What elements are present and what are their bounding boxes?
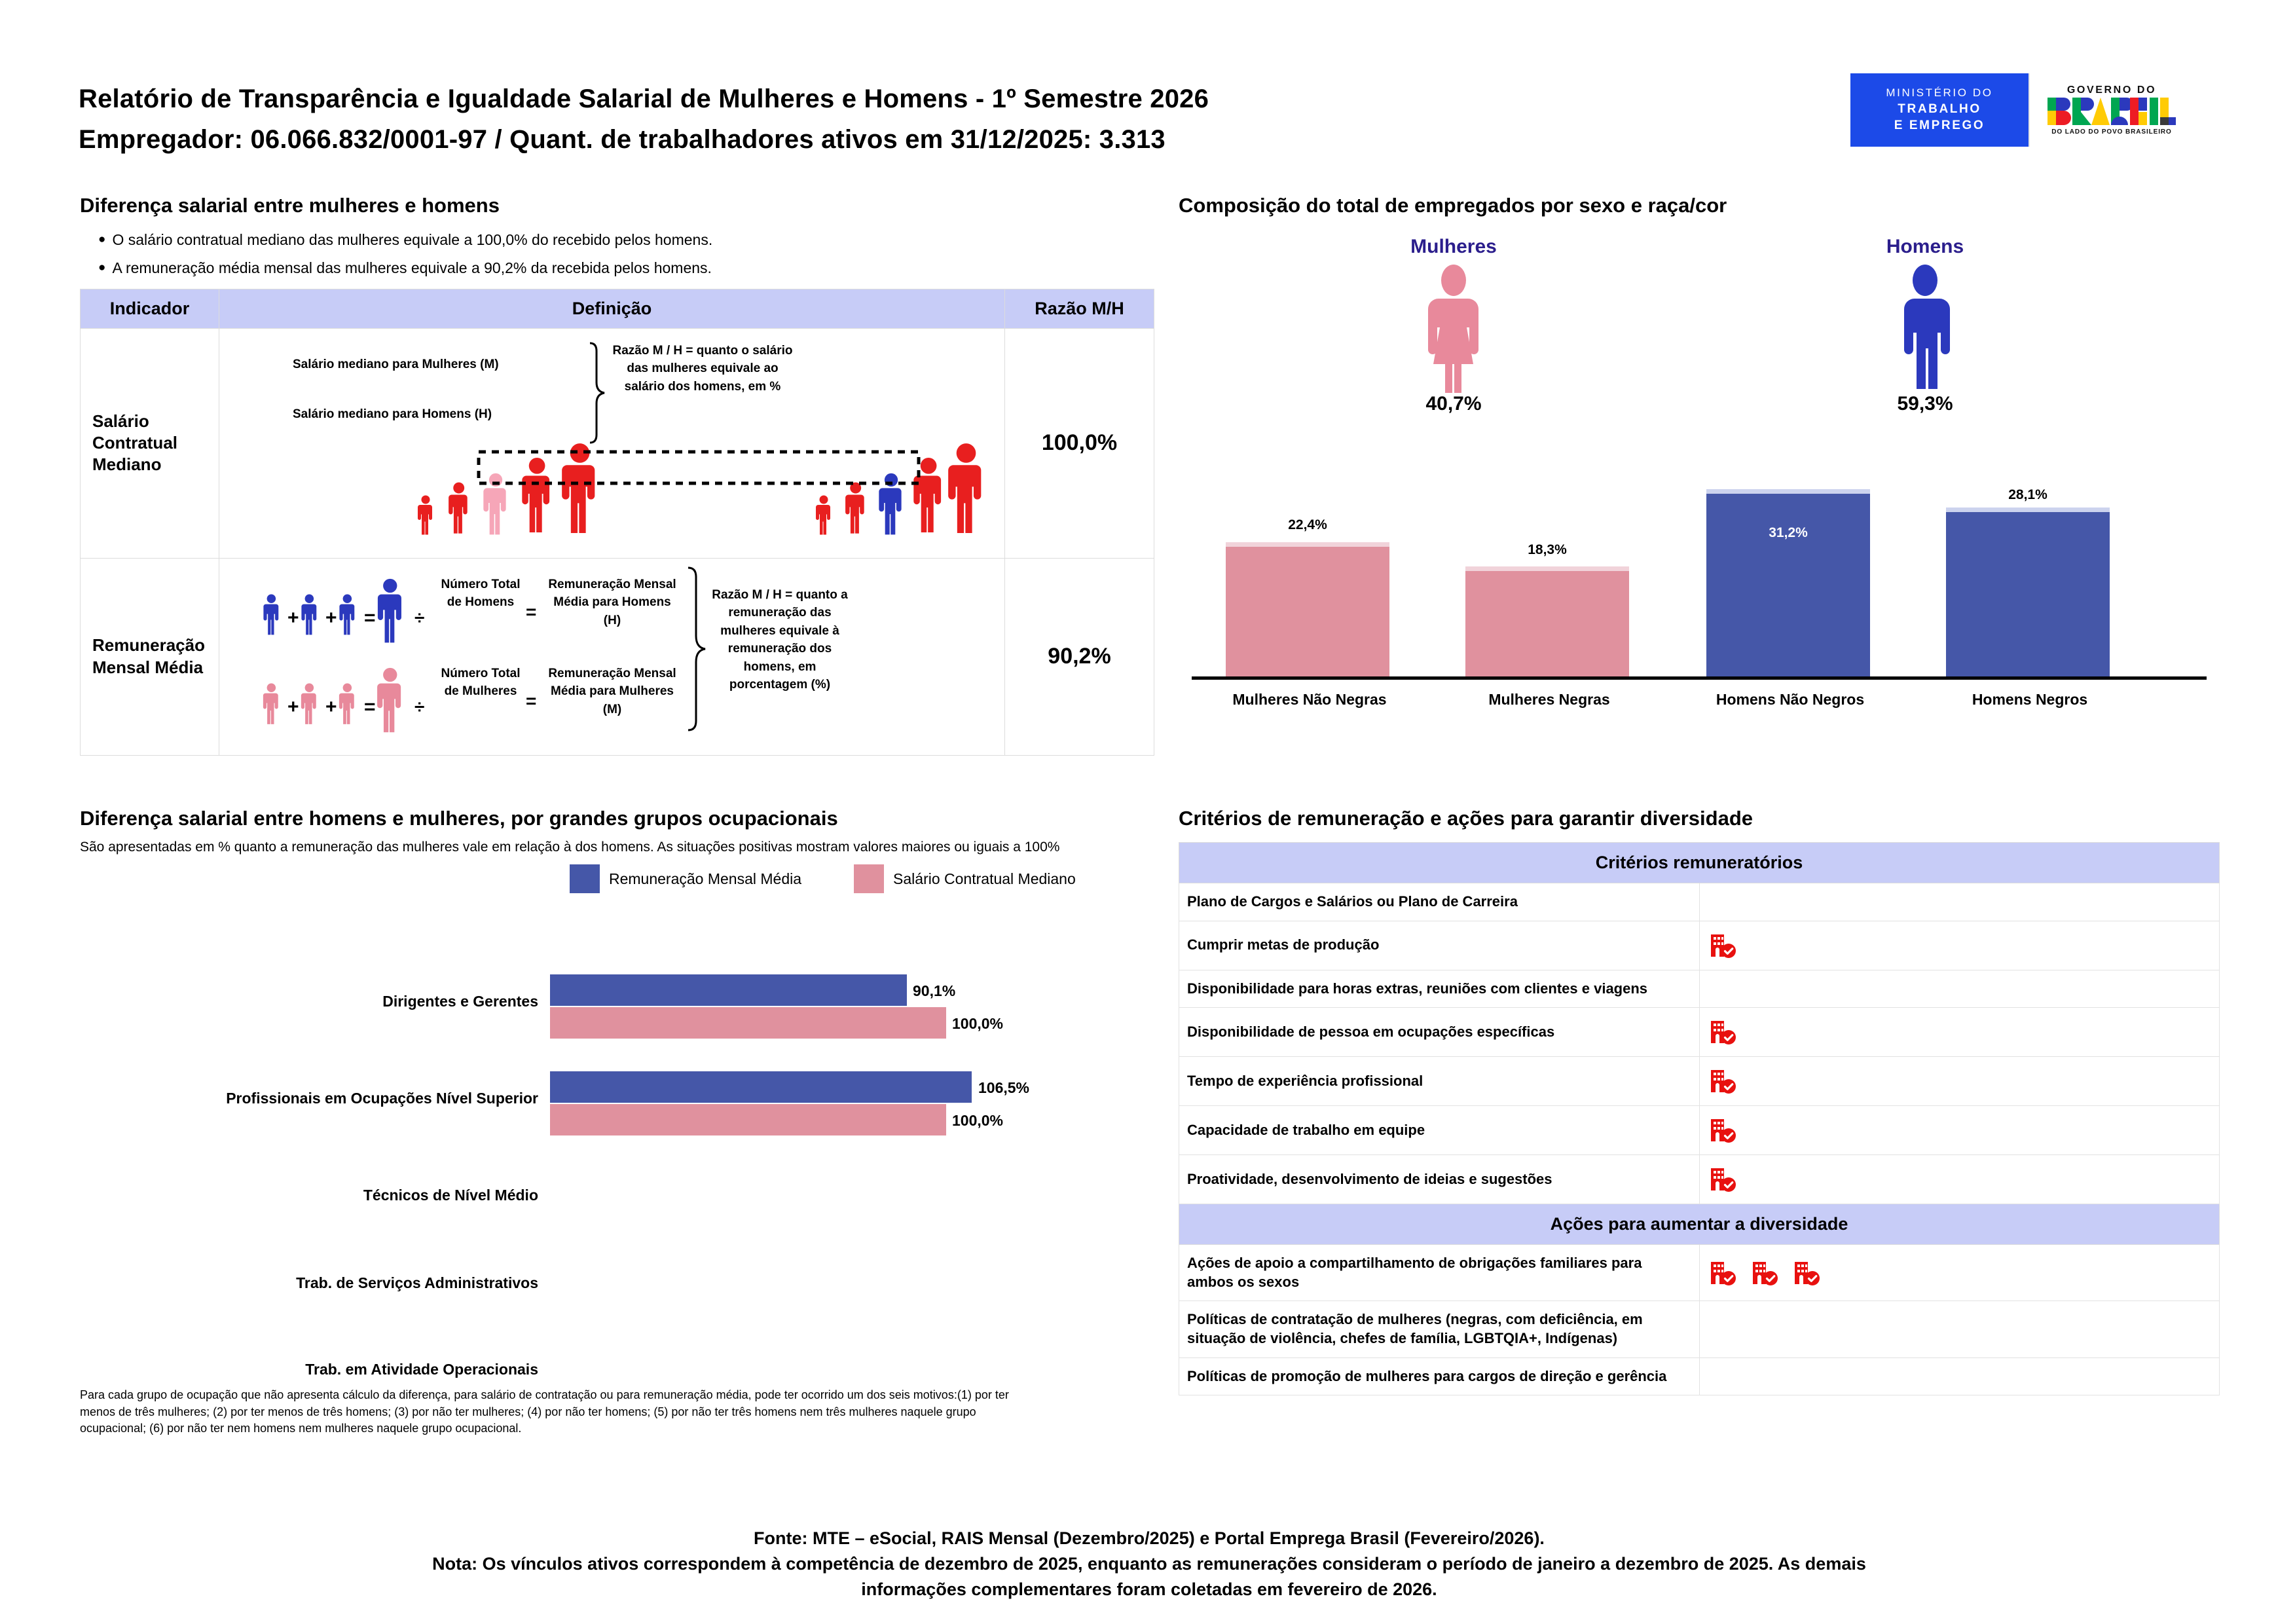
building-check-icon: [1708, 1164, 1738, 1194]
bar-category-mulheres-negras: Mulheres Negras: [1488, 691, 1610, 708]
criteria-label: Disponibilidade para horas extras, reuniões com clientes e viagens: [1179, 970, 1700, 1008]
criteria-group-header-1: Critérios remuneratórios: [1179, 843, 2220, 883]
hbar-salario-dirigentes: [550, 1007, 946, 1039]
pictogram-row: [1179, 236, 2213, 426]
bar-value-homens-negros: 28,1%: [2008, 487, 2047, 502]
building-check-icon: [1708, 1017, 1738, 1047]
criteria-icons-cell: [1699, 1155, 2220, 1204]
salary-difference-section: [80, 194, 1154, 756]
ministry-logo-line2: TRABALHO: [1898, 101, 1981, 116]
occupational-hbar-chart: [80, 896, 1128, 1378]
footer-note-line2: informações complementares foram coletadas em fevereiro de 2026.: [861, 1579, 1437, 1600]
table-row: [1179, 970, 2220, 1008]
svg-text:÷: ÷: [414, 696, 425, 717]
table-row: [1179, 1155, 2220, 1204]
chart-legend: [570, 864, 1076, 893]
svg-text:+: +: [287, 606, 299, 629]
building-check-icon: [1708, 1066, 1738, 1096]
legend-swatch-remuneracao: [570, 864, 600, 893]
equals-sign-men: =: [526, 601, 537, 622]
curly-brace-icon: [683, 565, 712, 748]
building-check-icon: [1750, 1258, 1780, 1288]
svg-text:÷: ÷: [414, 607, 425, 628]
rem-homens-label: Remuneração Mensal Média para Homens (H): [548, 577, 676, 627]
svg-text:+: +: [325, 606, 337, 629]
bar-category-mulheres-nao-negras: Mulheres Não Negras: [1232, 691, 1387, 708]
bullet-text: O salário contratual mediano das mulheres equivale a 100,0% do recebido pelos homens.: [112, 231, 713, 248]
list-item: [98, 260, 1154, 276]
indicator-label: Remuneração Mensal Média: [92, 635, 205, 677]
man-figure-icon: [1833, 262, 2017, 393]
median-salary-note: Razão M / H = quanto o salário das mulheres equivale ao salário dos homens, em %: [612, 343, 793, 394]
hbar-value-salario-dirigentes: 100,0%: [952, 1015, 1004, 1033]
criteria-label: Cumprir metas de produção: [1179, 921, 1700, 970]
ministry-logo: [1850, 73, 2029, 147]
indicator-name-cell: [81, 328, 219, 558]
report-footer: [79, 1526, 2220, 1602]
num-total-mulheres-label: Número Total de Mulheres: [441, 666, 521, 699]
race-composition-bar-chart: [1179, 428, 2213, 708]
gov-brasil-logo: [2029, 73, 2194, 147]
criteria-icons-cell: [1699, 1008, 2220, 1057]
equals-sign-women: =: [526, 690, 537, 711]
table-row: [1179, 1357, 2220, 1395]
table-header-row: [1179, 843, 2220, 883]
criteria-icons-cell: [1699, 921, 2220, 970]
pictogram-mulheres: [1362, 236, 1545, 415]
ratio-value: 90,2%: [1048, 644, 1111, 669]
hbar-category-operacionais: Trab. em Atividade Operacionais: [305, 1361, 538, 1378]
ratio-value: 100,0%: [1041, 430, 1118, 456]
svg-text:=: =: [364, 606, 376, 629]
building-check-icon: [1708, 1115, 1738, 1145]
criteria-icons-cell: [1699, 1357, 2220, 1395]
table-row: [1179, 1301, 2220, 1357]
criteria-label: Políticas de promoção de mulheres para cargos de direção e gerência: [1179, 1357, 1700, 1395]
composition-section: [1179, 194, 2213, 708]
pictogram-value-mulheres: 40,7%: [1425, 393, 1482, 415]
hbar-remuneracao-profissionais: [550, 1071, 972, 1103]
median-salary-diagram: [219, 329, 1004, 558]
table-row: [81, 558, 1154, 755]
table-row: [1179, 1106, 2220, 1155]
woman-figure-icon: [1362, 262, 1545, 393]
criteria-label: Capacidade de trabalho em equipe: [1179, 1106, 1700, 1155]
table-row: [81, 328, 1154, 558]
bullet-dot-icon: ●: [98, 232, 106, 246]
criteria-label: Ações de apoio a compartilhamento de obrigações familiares para ambos os sexos: [1179, 1245, 1700, 1301]
hbar-salario-profissionais: [550, 1104, 946, 1135]
median-salary-men-label: Salário mediano para Homens (H): [293, 407, 492, 421]
occupational-footnote: Para cada grupo de ocupação que não apresenta cálculo da diferença, para salário de contratação ou para remuneração média, pode ter ocorrido um dos seis motivos:(1) por ter menos de três mulheres; (2) por ter menos de três homens; (3) por não ter mulheres; (4) por não ter homens; (5) por não ter três homens nem três mulheres naquele grupo ocupacional; (6) por não ter nem homens nem mulheres naquele grupo ocupacional.: [80, 1388, 1009, 1435]
section-title-criteria: Critérios de remuneração e ações para garantir diversidade: [1179, 807, 1753, 830]
criteria-label: Plano de Cargos e Salários ou Plano de Carreira: [1179, 883, 1700, 921]
report-header: [79, 79, 1781, 160]
criteria-label: Tempo de experiência profissional: [1179, 1057, 1700, 1106]
footer-source: Fonte: MTE – eSocial, RAIS Mensal (Dezembro/2025) e Portal Emprega Brasil (Fevereiro/2026).: [754, 1528, 1545, 1548]
svg-text:=: =: [364, 695, 376, 718]
ministry-logo-line1: MINISTÉRIO DO: [1886, 86, 1993, 99]
building-check-icon: [1708, 931, 1738, 961]
gov-logo-bottom: DO LADO DO POVO BRASILEIRO: [2051, 128, 2172, 136]
criteria-icons-cell: [1699, 1301, 2220, 1357]
criteria-label: Políticas de contratação de mulheres (negras, com deficiência, em situação de violência, chefes de família, LGBTQIA+, Indígenas): [1179, 1301, 1700, 1357]
ministry-logo-line3: E EMPREGO: [1894, 119, 1985, 133]
hbar-category-administrativos: Trab. de Serviços Administrativos: [296, 1274, 538, 1292]
rem-mulheres-label: Remuneração Mensal Média para Mulheres (M): [548, 666, 676, 716]
bar-category-homens-nao-negros: Homens Não Negros: [1716, 691, 1865, 708]
num-total-homens-label: Número Total de Homens: [441, 577, 521, 610]
pictogram-value-homens: 59,3%: [1897, 393, 1953, 415]
column-header-indicador: Indicador: [81, 289, 219, 328]
definition-cell: [219, 328, 1005, 558]
table-row: [1179, 1245, 2220, 1301]
definition-cell: [219, 558, 1005, 755]
criteria-label: Proatividade, desenvolvimento de ideias e sugestões: [1179, 1155, 1700, 1204]
hbar-remuneracao-dirigentes: [550, 974, 907, 1006]
gov-logo-top: GOVERNO DO: [2066, 84, 2157, 96]
indicator-name-cell: [81, 558, 219, 755]
bar-mulheres-negras: [1465, 569, 1629, 678]
page-title-line2: Empregador: 06.066.832/0001-97 / Quant. de trabalhadores ativos em 31/12/2025: 3.313: [79, 125, 1166, 154]
bar-value-mulheres-negras: 18,3%: [1528, 542, 1567, 557]
legend-swatch-salario: [854, 864, 884, 893]
chart-axis-line: [1192, 676, 2207, 680]
criteria-icons-cell: [1699, 1106, 2220, 1155]
table-row: [1179, 1057, 2220, 1106]
hbar-value-remuneracao-profissionais: 106,5%: [978, 1079, 1030, 1097]
list-item: [98, 232, 1154, 248]
criteria-group-header-2: Ações para aumentar a diversidade: [1179, 1204, 2220, 1245]
hbar-value-remuneracao-dirigentes: 90,1%: [913, 982, 956, 1000]
brasil-wordmark-icon: [2046, 96, 2177, 126]
table-row: [1179, 921, 2220, 970]
bar-mulheres-nao-negras: [1226, 545, 1389, 678]
ratio-cell: [1005, 328, 1154, 558]
table-header-row: [81, 289, 1154, 328]
footer-note-line1: Nota: Os vínculos ativos correspondem à competência de dezembro de 2025, enquanto as remunerações consideram o período de janeiro a dezembro de 2025. As demais: [432, 1554, 1866, 1574]
bar-homens-nao-negros: [1706, 492, 1870, 678]
legend-label-remuneracao: Remuneração Mensal Média: [609, 870, 802, 887]
criteria-icons-cell: [1699, 970, 2220, 1008]
column-header-definicao: Definição: [219, 289, 1005, 328]
legend-label-salario: Salário Contratual Mediano: [893, 870, 1076, 887]
column-header-razao: Razão M/H: [1005, 289, 1154, 328]
bullet-dot-icon: ●: [98, 261, 106, 275]
occupational-groups-section: [80, 807, 1160, 1378]
section-title-salary-difference: Diferença salarial entre mulheres e homens: [80, 194, 500, 217]
table-row: [1179, 883, 2220, 921]
indicator-label: Salário Contratual Mediano: [92, 411, 177, 475]
hbar-category-profissionais: Profissionais em Ocupações Nível Superior: [226, 1090, 538, 1107]
criteria-icons-cell: [1699, 1245, 2220, 1301]
logos: [1850, 73, 2194, 147]
page-title-line1: Relatório de Transparência e Igualdade Salarial de Mulheres e Homens - 1º Semestre 2026: [79, 84, 1209, 113]
pictogram-homens: [1833, 236, 2017, 415]
occupational-subnote: São apresentadas em % quanto a remuneração das mulheres vale em relação à dos homens. As situações positivas mostram valores maiores ou iguais a 100%: [80, 840, 1060, 855]
bar-homens-negros: [1946, 510, 2110, 678]
bullets-list: [98, 232, 1154, 277]
hbar-category-tecnicos: Técnicos de Nível Médio: [363, 1187, 538, 1204]
people-comparison-illustration: [416, 432, 992, 550]
ratio-cell: [1005, 558, 1154, 755]
table-header-row: [1179, 1204, 2220, 1245]
section-title-occupational: Diferença salarial entre homens e mulheres, por grandes grupos ocupacionais: [80, 807, 838, 830]
hbar-value-salario-profissionais: 100,0%: [952, 1112, 1004, 1130]
indicator-table: [80, 289, 1154, 756]
pictogram-label-homens: Homens: [1886, 236, 1964, 257]
criteria-section: [1179, 807, 2220, 1395]
criteria-icons-cell: [1699, 1057, 2220, 1106]
criteria-icons-cell: [1699, 883, 2220, 921]
table-row: [1179, 1008, 2220, 1057]
bar-category-homens-negros: Homens Negros: [1972, 691, 2088, 708]
average-pay-note: Razão M / H = quanto a remuneração das mulheres equivale à remuneração dos homens, em porcentagem (%): [712, 587, 848, 692]
section-title-composition: Composição do total de empregados por sexo e raça/cor: [1179, 194, 1727, 217]
bar-value-mulheres-nao-negras: 22,4%: [1288, 517, 1327, 532]
svg-text:+: +: [287, 695, 299, 718]
criteria-label: Disponibilidade de pessoa em ocupações específicas: [1179, 1008, 1700, 1057]
bullet-text: A remuneração média mensal das mulheres equivale a 90,2% da recebida pelos homens.: [112, 259, 712, 277]
criteria-table: [1179, 842, 2220, 1395]
bar-value-homens-nao-negros: 31,2%: [1769, 525, 1808, 540]
building-check-icon: [1791, 1258, 1822, 1288]
curly-brace-icon: [586, 342, 612, 447]
median-salary-women-label: Salário mediano para Mulheres (M): [293, 357, 499, 371]
pictogram-label-mulheres: Mulheres: [1410, 236, 1497, 257]
hbar-category-dirigentes: Dirigentes e Gerentes: [382, 993, 538, 1010]
average-pay-diagram: [219, 559, 1004, 755]
svg-text:+: +: [325, 695, 337, 718]
building-check-icon: [1708, 1258, 1738, 1288]
